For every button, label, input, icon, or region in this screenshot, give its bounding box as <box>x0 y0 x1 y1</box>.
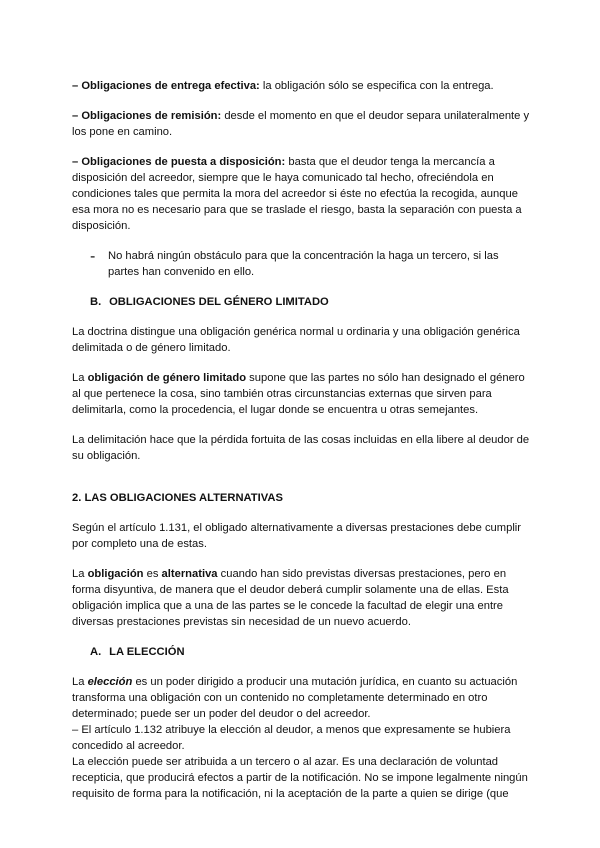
paragraph-remision: – Obligaciones de remisión: desde el momento en que el deudor separa unilateralmente y los pone en camino. <box>72 110 530 138</box>
paragraph-doctrina: La doctrina distingue una obligación genérica normal u ordinaria y una obligación genérica delimitada o de género limitado. <box>72 326 520 354</box>
paragraph-articulo-1131: Según el artículo 1.131, el obligado alternativamente a diversas prestaciones debe cumplir por completo una de estas. <box>72 522 522 550</box>
term-entrega-efectiva: – Obligaciones de entrega efectiva: <box>72 80 260 92</box>
term-puesta-disposicion: – Obligaciones de puesta a disposición: <box>72 156 286 168</box>
paragraph-puesta-disposicion: – Obligaciones de puesta a disposición: basta que el deudor tenga la mercancía a disposición del acreedor, siempre que le haya comunicado tal hecho, ofreciéndola en condiciones tales que permita la mora del acreedor si éste no efectúa la recogida, aunque esa mora no es necesario para que se traslade el riesgo, basta la separación con puesta a disposición. <box>72 156 522 232</box>
heading-eleccion: A. LA ELECCIÓN <box>90 646 185 658</box>
document-page <box>72 78 532 802</box>
paragraph-obligacion-alternativa: La obligación es alternativa cuando han sido previstas diversas prestaciones, pero en forma disyuntiva, de manera que el deudor deberá cumplir solamente una de ellas. Esta obligación implica que a una de las partes se le concede la facultad de elegir una entre diversas prestaciones previstas sin necesidad de un nuevo acuerdo. <box>72 568 509 628</box>
paragraph-entrega-efectiva: – Obligaciones de entrega efectiva: la obligación sólo se especifica con la entrega. <box>72 80 494 92</box>
bullet-dash: - <box>90 248 96 265</box>
paragraph-tercero-azar: La elección puede ser atribuida a un tercero o al azar. Es una declaración de voluntad recepticia, que producirá efectos a partir de la notificación. No se impone legalmente ningún requisito de forma para la notificación, ni la aceptación de la parte a quien se dirige (que <box>72 756 528 800</box>
heading-genero-limitado: B. OBLIGACIONES DEL GÉNERO LIMITADO <box>90 296 329 308</box>
paragraph-eleccion: La elección es un poder dirigido a producir una mutación jurídica, en cuanto su actuación transforma una obligación con un contenido no completamente determinado en otro determinado; puede ser un poder del deudor o del acreedor. <box>72 676 518 720</box>
paragraph-articulo-1132: – El artículo 1.132 atribuye la elección al deudor, a menos que expresamente se hubiera concedido al acreedor. <box>72 724 511 752</box>
term-eleccion: elección <box>87 676 133 688</box>
term-genero-limitado: obligación de género limitado <box>87 372 247 384</box>
bullet-item <box>90 248 532 280</box>
paragraph-delimitacion: La delimitación hace que la pérdida fortuita de las cosas incluidas en ella libere al deudor de su obligación. <box>72 434 530 462</box>
paragraph-genero-limitado: La obligación de género limitado supone que las partes no sólo han designado el género al que pertenece la cosa, sino también otras circunstancias externas que sirven para delimitarla, como la procedencia, el lugar donde se encuentra u otras semejantes. <box>72 372 525 416</box>
term-remision: – Obligaciones de remisión: <box>72 110 222 122</box>
heading-obligaciones-alternativas: 2. LAS OBLIGACIONES ALTERNATIVAS <box>72 492 283 504</box>
bullet-text: No habrá ningún obstáculo para que la concentración la haga un tercero, si las partes han convenido en ello. <box>108 250 499 278</box>
